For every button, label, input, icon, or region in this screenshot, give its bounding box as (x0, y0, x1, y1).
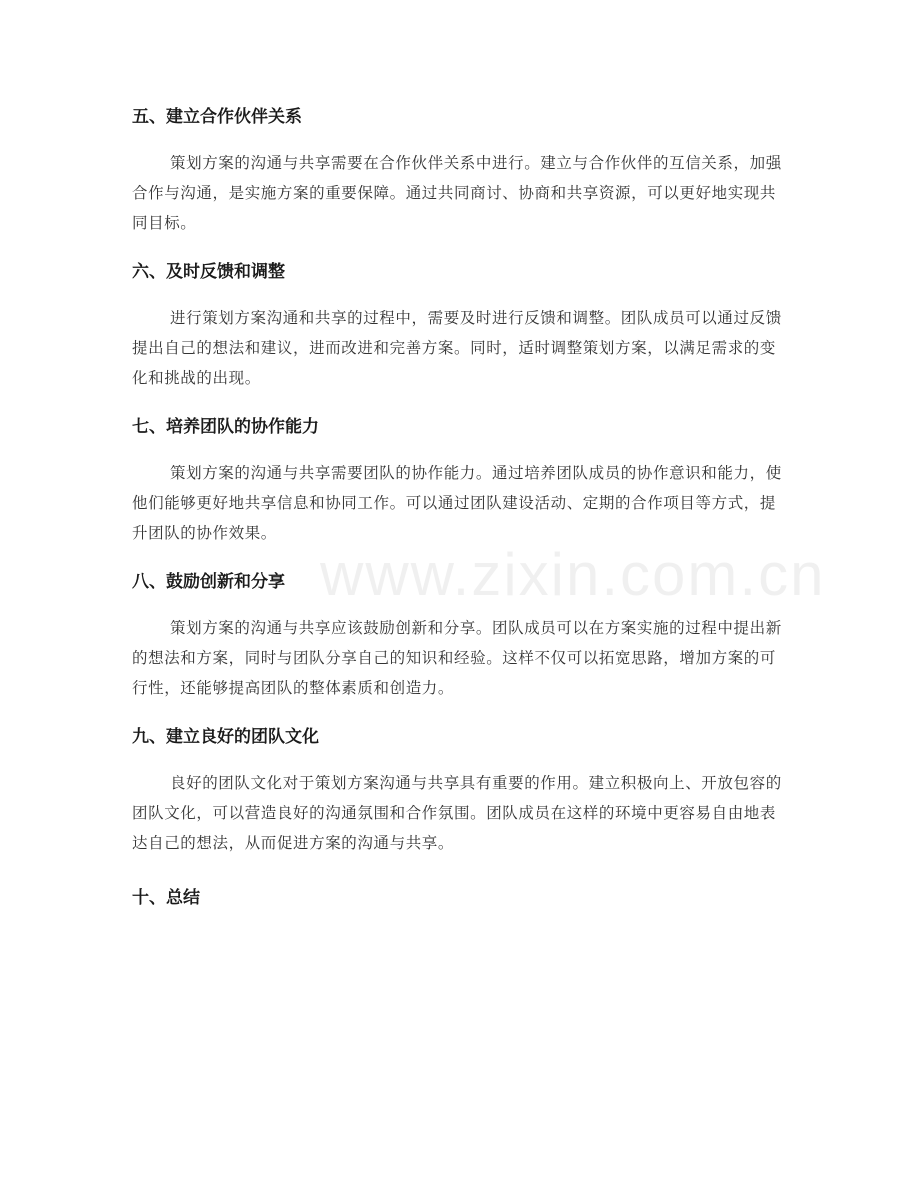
section-10 (132, 885, 792, 911)
section-heading: 七、培养团队的协作能力 (132, 417, 319, 437)
section-9 (132, 724, 792, 858)
watermark: www.zixin.com.cn (320, 541, 826, 608)
section-6 (132, 259, 792, 393)
section-paragraph: 进行策划方案沟通和共享的过程中，需要及时进行反馈和调整。团队成员可以通过反馈提出自己的想法和建议，进而改进和完善方案。同时，适时调整策划方案，以满足需求的变化和挑战的出现。 (132, 309, 782, 387)
section-7 (132, 414, 792, 548)
section-paragraph: 策划方案的沟通与共享需要在合作伙伴关系中进行。建立与合作伙伴的互信关系，加强合作与沟通，是实施方案的重要保障。通过共同商讨、协商和共享资源，可以更好地实现共同目标。 (132, 154, 782, 232)
section-paragraph: 策划方案的沟通与共享应该鼓励创新和分享。团队成员可以在方案实施的过程中提出新的想法和方案，同时与团队分享自己的知识和经验。这样不仅可以拓宽思路，增加方案的可行性，还能够提高团队的整体素质和创造力。 (132, 619, 782, 697)
section-8 (132, 569, 792, 703)
section-5 (132, 104, 792, 238)
section-paragraph: 策划方案的沟通与共享需要团队的协作能力。通过培养团队成员的协作意识和能力，使他们能够更好地共享信息和协同工作。可以通过团队建设活动、定期的合作项目等方式，提升团队的协作效果。 (132, 464, 782, 542)
section-heading: 六、及时反馈和调整 (132, 262, 285, 282)
section-heading: 八、鼓励创新和分享 (132, 572, 285, 592)
section-heading: 十、总结 (132, 888, 200, 908)
document-content (132, 104, 792, 911)
section-paragraph: 良好的团队文化对于策划方案沟通与共享具有重要的作用。建立积极向上、开放包容的团队文化，可以营造良好的沟通氛围和合作氛围。团队成员在这样的环境中更容易自由地表达自己的想法，从而促进方案的沟通与共享。 (132, 774, 782, 852)
section-heading: 九、建立良好的团队文化 (132, 727, 319, 747)
section-heading: 五、建立合作伙伴关系 (132, 107, 302, 127)
